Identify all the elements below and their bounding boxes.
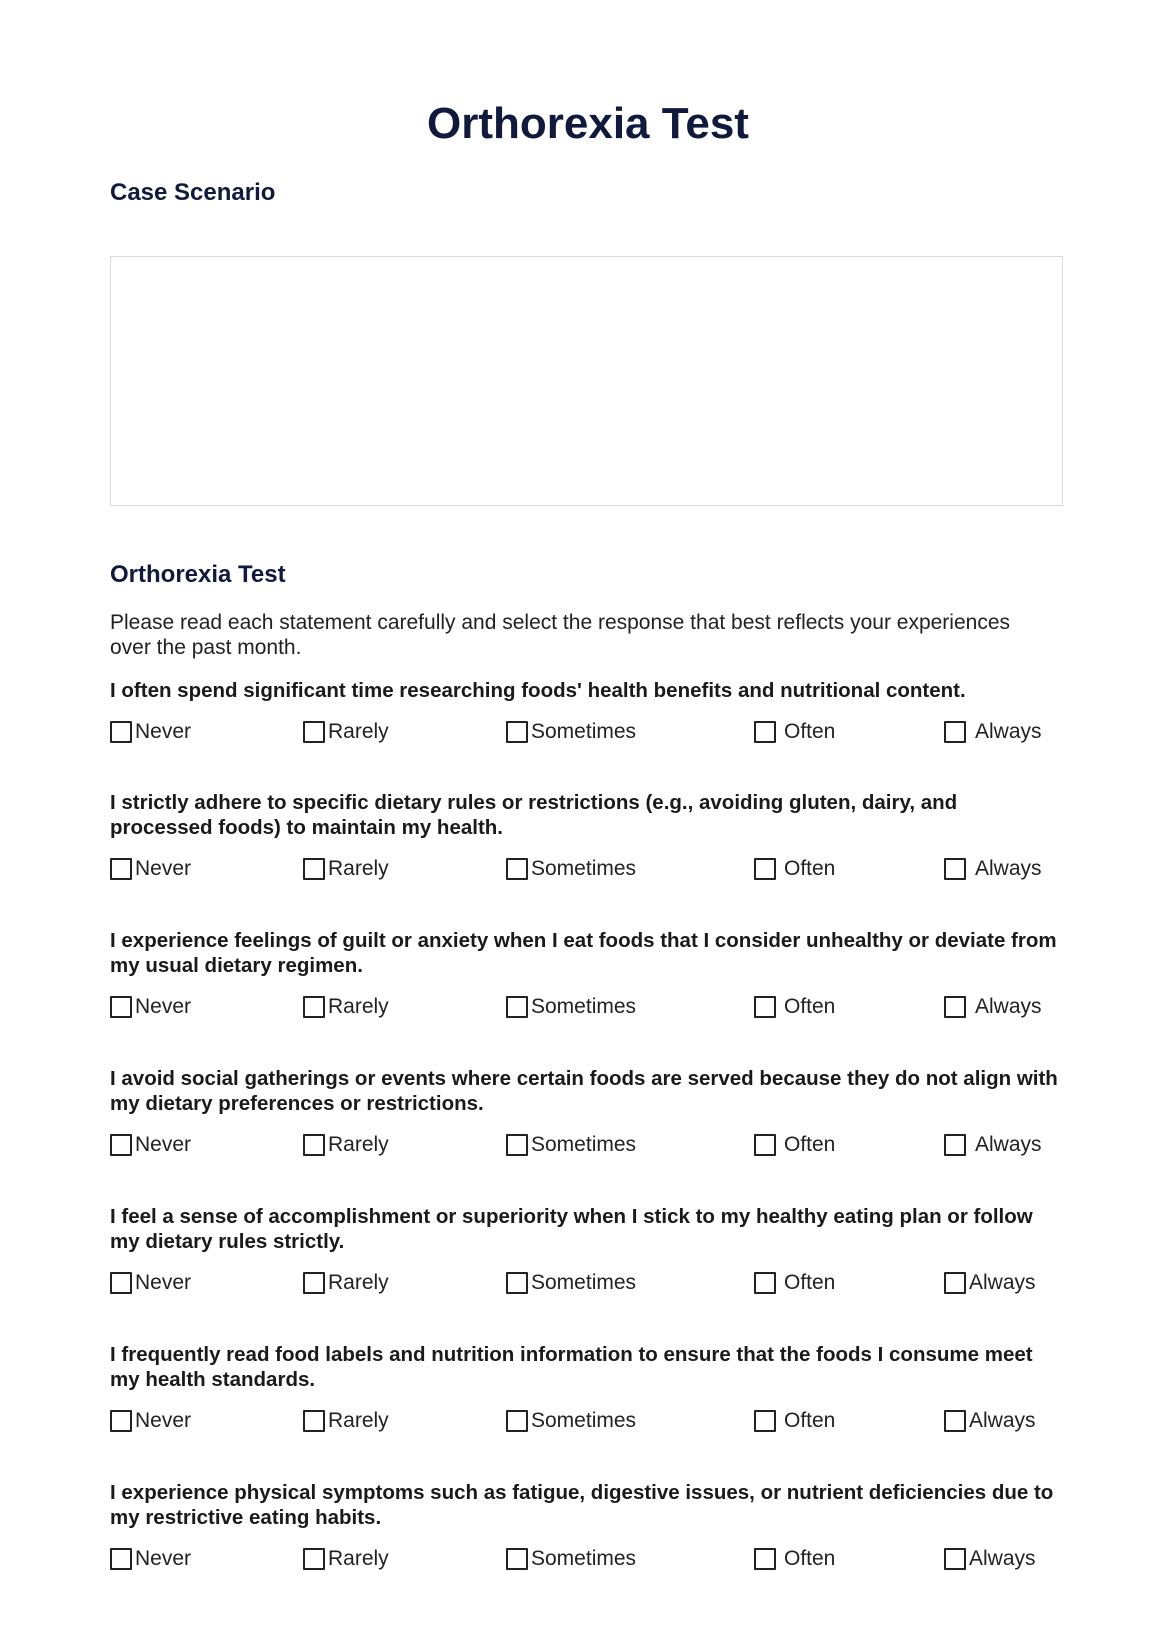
option-label: Never [135, 1409, 192, 1432]
checkbox[interactable] [754, 1410, 776, 1432]
option-label: Always [975, 857, 1042, 880]
option-label: Always [975, 995, 1042, 1018]
checkbox[interactable] [944, 1410, 966, 1432]
option-label: Rarely [328, 1547, 389, 1570]
checkbox[interactable] [110, 1548, 132, 1570]
option-sometimes[interactable] [506, 1545, 636, 1573]
checkbox[interactable] [944, 996, 966, 1018]
option-label: Always [975, 1133, 1042, 1156]
option-label: Sometimes [531, 1547, 637, 1570]
option-always[interactable] [944, 993, 1042, 1021]
checkbox[interactable] [754, 1134, 776, 1156]
option-label: Often [784, 1133, 836, 1156]
option-label: Always [969, 1547, 1036, 1570]
checkbox[interactable] [506, 1410, 528, 1432]
option-label: Rarely [328, 1409, 389, 1432]
checkbox[interactable] [506, 1272, 528, 1294]
checkbox[interactable] [303, 1410, 325, 1432]
checkbox[interactable] [506, 996, 528, 1018]
response-options [110, 718, 1065, 746]
checkbox[interactable] [754, 721, 776, 743]
checkbox[interactable] [754, 1272, 776, 1294]
option-never[interactable] [110, 855, 191, 883]
option-always[interactable] [944, 1407, 1036, 1435]
option-label: Never [135, 720, 192, 743]
option-often[interactable] [754, 855, 835, 883]
option-sometimes[interactable] [506, 855, 636, 883]
option-rarely[interactable] [303, 1269, 389, 1297]
page-title: Orthorexia Test [427, 99, 749, 148]
option-never[interactable] [110, 1407, 191, 1435]
question-item [110, 1342, 1065, 1435]
checkbox[interactable] [944, 858, 966, 880]
option-label: Sometimes [531, 1133, 637, 1156]
option-label: Often [784, 995, 836, 1018]
question-item [110, 1480, 1065, 1573]
checkbox[interactable] [110, 721, 132, 743]
option-never[interactable] [110, 718, 191, 746]
option-often[interactable] [754, 993, 835, 1021]
option-never[interactable] [110, 1131, 191, 1159]
question-text: I strictly adhere to specific dietary rules or restrictions (e.g., avoiding gluten, dairy, and processed foods) to maintain my health. [110, 791, 958, 839]
option-often[interactable] [754, 1131, 835, 1159]
option-label: Never [135, 1547, 192, 1570]
option-often[interactable] [754, 1545, 835, 1573]
checkbox[interactable] [754, 996, 776, 1018]
option-never[interactable] [110, 1545, 191, 1573]
option-label: Sometimes [531, 1409, 637, 1432]
response-options [110, 1269, 1065, 1297]
option-rarely[interactable] [303, 1131, 389, 1159]
option-label: Often [784, 720, 836, 743]
option-label: Never [135, 857, 192, 880]
question-item [110, 1204, 1065, 1297]
checkbox[interactable] [754, 858, 776, 880]
option-label: Never [135, 1133, 192, 1156]
option-always[interactable] [944, 1131, 1042, 1159]
option-always[interactable] [944, 1545, 1036, 1573]
option-always[interactable] [944, 1269, 1036, 1297]
checkbox[interactable] [303, 1272, 325, 1294]
option-often[interactable] [754, 1269, 835, 1297]
option-sometimes[interactable] [506, 718, 636, 746]
option-sometimes[interactable] [506, 1407, 636, 1435]
question-text: I often spend significant time researching foods' health benefits and nutritional content. [110, 679, 966, 702]
response-options [110, 1131, 1065, 1159]
option-label: Never [135, 995, 192, 1018]
option-rarely[interactable] [303, 1407, 389, 1435]
checkbox[interactable] [110, 1272, 132, 1294]
option-rarely[interactable] [303, 855, 389, 883]
option-sometimes[interactable] [506, 993, 636, 1021]
checkbox[interactable] [303, 1548, 325, 1570]
option-label: Always [975, 720, 1042, 743]
option-label: Rarely [328, 995, 389, 1018]
question-text: I experience feelings of guilt or anxiety when I eat foods that I consider unhealthy or deviate from my usual dietary regimen. [110, 929, 1057, 977]
checkbox[interactable] [110, 996, 132, 1018]
checkbox[interactable] [110, 858, 132, 880]
checkbox[interactable] [303, 996, 325, 1018]
question-text: I avoid social gatherings or events where certain foods are served because they do not align with my dietary preferences or restrictions. [110, 1067, 1058, 1115]
option-label: Sometimes [531, 857, 637, 880]
question-item [110, 790, 1065, 883]
test-section-heading: Orthorexia Test [110, 561, 286, 588]
option-label: Often [784, 1409, 836, 1432]
response-options [110, 1407, 1065, 1435]
option-label: Always [969, 1409, 1036, 1432]
option-sometimes[interactable] [506, 1269, 636, 1297]
response-options [110, 1545, 1065, 1573]
response-options [110, 855, 1065, 883]
checkbox[interactable] [303, 1134, 325, 1156]
option-often[interactable] [754, 718, 835, 746]
option-label: Never [135, 1271, 192, 1294]
instructions-text: Please read each statement carefully and select the response that best reflects your experiences over the past month. [110, 611, 1011, 659]
checkbox[interactable] [303, 858, 325, 880]
checkbox[interactable] [110, 1134, 132, 1156]
option-label: Rarely [328, 857, 389, 880]
response-options [110, 993, 1065, 1021]
option-label: Sometimes [531, 1271, 637, 1294]
option-label: Often [784, 1547, 836, 1570]
option-always[interactable] [944, 855, 1042, 883]
option-label: Sometimes [531, 995, 637, 1018]
case-scenario-heading: Case Scenario [110, 179, 276, 206]
option-label: Rarely [328, 1133, 389, 1156]
option-sometimes[interactable] [506, 1131, 636, 1159]
option-label: Rarely [328, 720, 389, 743]
checkbox[interactable] [944, 1134, 966, 1156]
checkbox[interactable] [506, 721, 528, 743]
checkbox[interactable] [944, 1272, 966, 1294]
question-text: I experience physical symptoms such as fatigue, digestive issues, or nutrient deficiencies due to my restrictive eating habits. [110, 1481, 1054, 1529]
option-label: Often [784, 857, 836, 880]
question-item [110, 678, 1065, 746]
option-never[interactable] [110, 993, 191, 1021]
checkbox[interactable] [754, 1548, 776, 1570]
question-text: I frequently read food labels and nutrition information to ensure that the foods I consume meet my health standards. [110, 1343, 1033, 1391]
checkbox[interactable] [110, 1410, 132, 1432]
option-rarely[interactable] [303, 1545, 389, 1573]
option-often[interactable] [754, 1407, 835, 1435]
question-item [110, 928, 1065, 1021]
option-always[interactable] [944, 718, 1042, 746]
option-never[interactable] [110, 1269, 191, 1297]
option-label: Often [784, 1271, 836, 1294]
option-rarely[interactable] [303, 993, 389, 1021]
checkbox[interactable] [944, 721, 966, 743]
checkbox[interactable] [506, 858, 528, 880]
case-scenario-textarea[interactable] [110, 256, 1063, 506]
option-label: Sometimes [531, 720, 637, 743]
option-label: Always [969, 1271, 1036, 1294]
checkbox[interactable] [506, 1134, 528, 1156]
checkbox[interactable] [944, 1548, 966, 1570]
option-label: Rarely [328, 1271, 389, 1294]
checkbox[interactable] [506, 1548, 528, 1570]
question-text: I feel a sense of accomplishment or superiority when I stick to my healthy eating plan or follow my dietary rules strictly. [110, 1205, 1033, 1253]
question-item [110, 1066, 1065, 1159]
checkbox[interactable] [303, 721, 325, 743]
option-rarely[interactable] [303, 718, 389, 746]
